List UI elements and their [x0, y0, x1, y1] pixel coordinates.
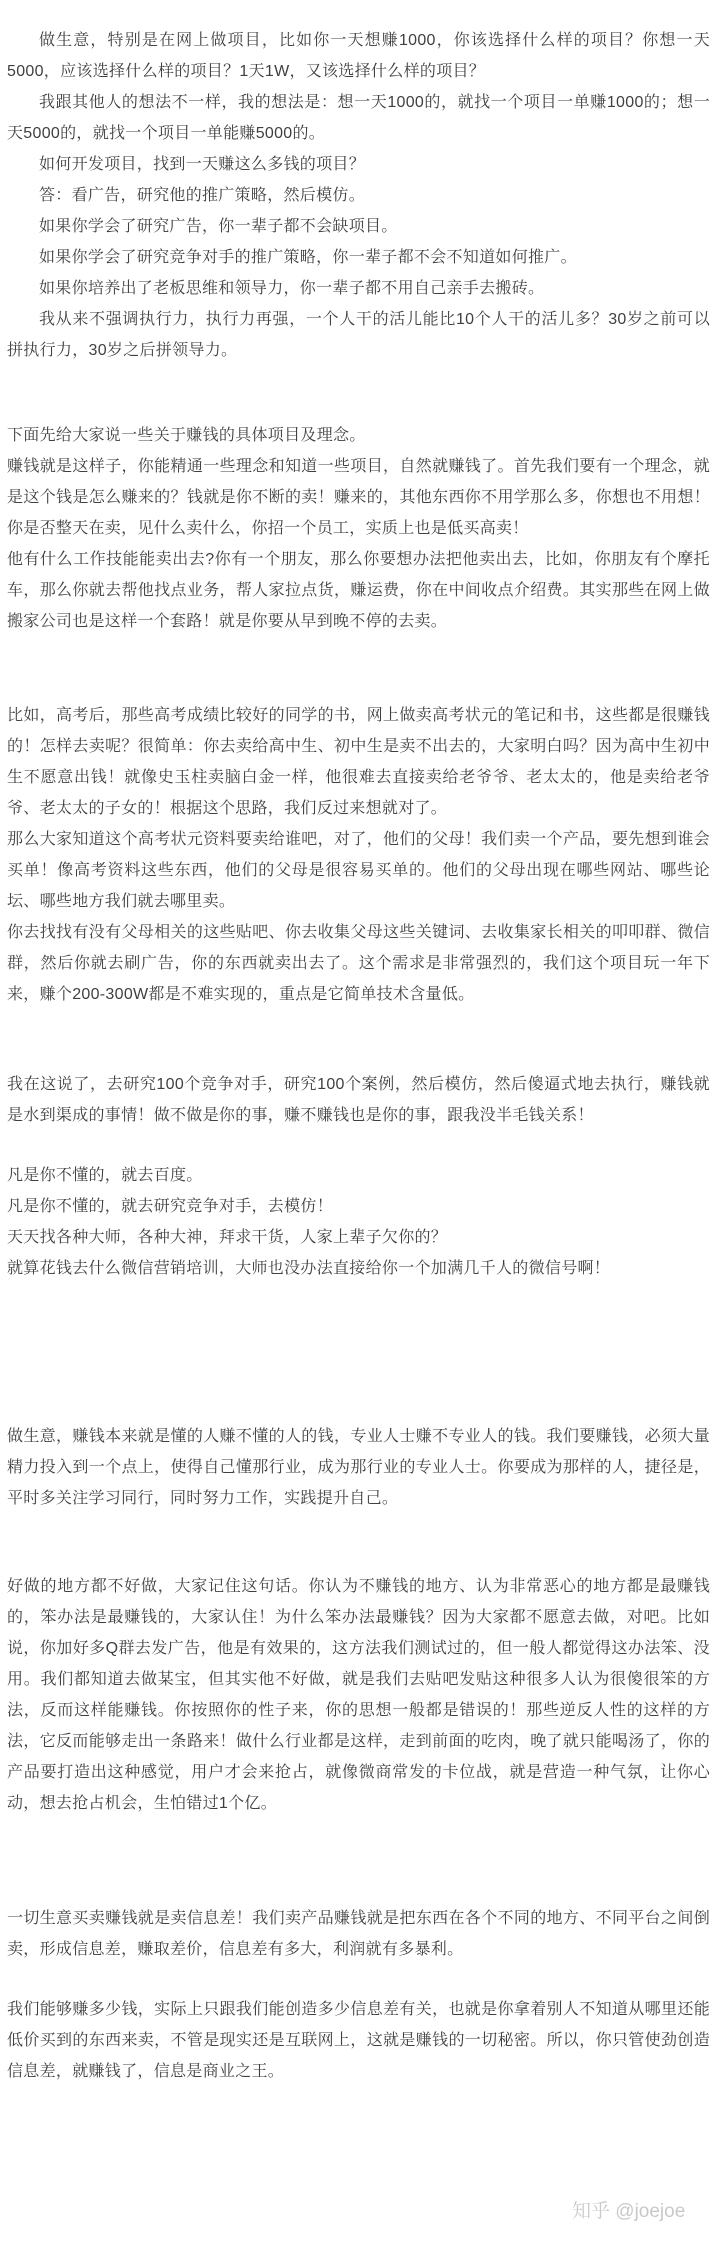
paragraph: 那么大家知道这个高考状元资料要卖给谁吧，对了，他们的父母！我们卖一个产品，要先想到谁会买单！像高考资料这些东西，他们的父母是很容易买单的。他们的父母出现在哪些网站、哪些论坛、哪些地方我们就去哪里卖。: [7, 831, 710, 910]
article-body: [7, 25, 710, 2087]
paragraph: 就算花钱去什么微信营销培训，大师也没办法直接给你一个加满几千人的微信号啊！: [7, 1260, 611, 1277]
section-opening: [7, 25, 710, 366]
paragraph: 好做的地方都不好做，大家记住这句话。你认为不赚钱的地方、认为非常恶心的地方都是最赚钱的，笨办法是最赚钱的，大家认住！为什么笨办法最赚钱？因为大家都不愿意去做，对吧。比如说，你加好多Q群去发广告，他是有效果的，这方法我们测试过的，但一般人都觉得这办法笨、没用。我们都知道去做某宝，但其实他不好做，就是我们去贴吧发贴这种很多人认为很傻很笨的方法，反而这样能赚钱。你按照你的性子来，你的思想一般都是错误的！那些逆反人性的这样的方法，它反而能够走出一条路来！做什么行业都是这样，走到前面的吃肉，晚了就只能喝汤了，你的产品要打造出这种感觉，用户才会来抢占，就像微商常发的卡位战，就是营造一种气氛，让你心动，想去抢占机会，生怕错过1个亿。: [7, 1578, 710, 1812]
paragraph: 做生意，赚钱本来就是懂的人赚不懂的人的钱，专业人士赚不专业人的钱。我们要赚钱，必须大量精力投入到一个点上，使得自己懂那行业，成为那行业的专业人士。你要成为那样的人，捷径是，平时多关注学习同行，同时努力工作，实践提升自己。: [7, 1428, 710, 1507]
paragraph: 答：看广告，研究他的推广策略，然后模仿。: [39, 187, 366, 204]
paragraph: 赚钱就是这样子，你能精通一些理念和知道一些项目，自然就赚钱了。首先我们要有一个理念，就是这个钱是怎么赚来的？钱就是你不断的卖！赚来的，其他东西你不用学那么多，你想也不用想！你是否整天在卖，见什么卖什么，你招一个员工，实质上也是低买高卖！: [7, 458, 710, 537]
paragraph: 凡是你不懂的，就去百度。: [7, 1167, 203, 1184]
paragraph: 我从来不强调执行力，执行力再强，一个人干的活儿能比10个人干的活儿多？30岁之前可以拼执行力，30岁之后拼领导力。: [7, 311, 710, 359]
paragraph: 下面先给大家说一些关于赚钱的具体项目及理念。: [7, 427, 366, 444]
paragraph: 比如，高考后，那些高考成绩比较好的同学的书，网上做卖高考状元的笔记和书，这些都是很赚钱的！怎样去卖呢？很简单：你去卖给高中生、初中生是卖不出去的，大家明白吗？因为高中生初中生不愿意出钱！就像史玉柱卖脑白金一样，他很难去直接卖给老爷爷、老太太的，他是卖给老爷爷、老太太的子女的！根据这个思路，我们反过来想就对了。: [7, 707, 710, 817]
paragraph: 我跟其他人的想法不一样，我的想法是：想一天1000的，就找一个项目一单赚1000的；想一天5000的，就找一个项目一单能赚5000的。: [7, 94, 710, 142]
paragraph: 如果你培养出了老板思维和领导力，你一辈子都不用自己亲手去搬砖。: [39, 280, 545, 297]
paragraph: 如果你学会了研究广告，你一辈子都不会缺项目。: [39, 218, 398, 235]
paragraph: 天天找各种大师，各种大神，拜求干货，人家上辈子欠你的？: [7, 1229, 448, 1246]
section-concepts: [7, 420, 710, 637]
paragraph: 我们能够赚多少钱，实际上只跟我们能创造多少信息差有关，也就是你拿着别人不知道从哪里还能低价买到的东西来卖，不管是现实还是互联网上，这就是赚钱的一切秘密。所以，你只管使劲创造信息差，就赚钱了，信息是商业之王。: [7, 2001, 710, 2080]
section-dumb-methods: [7, 1571, 710, 1819]
paragraph: 一切生意买卖赚钱就是卖信息差！我们卖产品赚钱就是把东西在各个不同的地方、不同平台之间倒卖，形成信息差，赚取差价，信息差有多大，利润就有多暴利。: [7, 1910, 710, 1958]
section-execution: [7, 1069, 710, 1131]
paragraph: 你去找找有没有父母相关的这些贴吧、你去收集父母这些关键词、去收集家长相关的叩叩群、微信群，然后你就去刷广告，你的东西就卖出去了。这个需求是非常强烈的，我们这个项目玩一年下来，赚个200-300W都是不难实现的，重点是它简单技术含量低。: [7, 924, 710, 1003]
section-gaokao-case: [7, 700, 710, 1010]
paragraph: 如何开发项目，找到一天赚这么多钱的项目？: [39, 156, 366, 173]
paragraph: 如果你学会了研究竞争对手的推广策略，你一辈子都不会不知道如何推广。: [39, 249, 577, 266]
paragraph: 做生意，特别是在网上做项目，比如你一天想赚1000，你该选择什么样的项目？你想一天5000，应该选择什么样的项目？1天1W，又该选择什么样的项目？: [7, 32, 710, 80]
section-baidu-advice: [7, 1160, 710, 1284]
section-info-gap-secret: [7, 1994, 710, 2087]
section-professional: [7, 1421, 710, 1514]
paragraph: 我在这说了，去研究100个竞争对手，研究100个案例，然后模仿，然后傻逼式地去执行，赚钱就是水到渠成的事情！做不做是你的事，赚不赚钱也是你的事，跟我没半毛钱关系！: [7, 1076, 710, 1124]
paragraph: 他有什么工作技能能卖出去?你有一个朋友，那么你要想办法把他卖出去，比如，你朋友有个摩托车，那么你就去帮他找点业务，帮人家拉点货，赚运费，你在中间收点介绍费。其实那些在网上做搬家公司也是这样一个套路！就是你要从早到晚不停的去卖。: [7, 551, 710, 630]
section-info-gap: [7, 1903, 710, 1965]
zhihu-watermark: [572, 2199, 685, 2225]
paragraph: 凡是你不懂的，就去研究竞争对手，去模仿！: [7, 1198, 334, 1215]
zhihu-watermark-text: 知乎 @joejoe: [572, 2201, 686, 2222]
